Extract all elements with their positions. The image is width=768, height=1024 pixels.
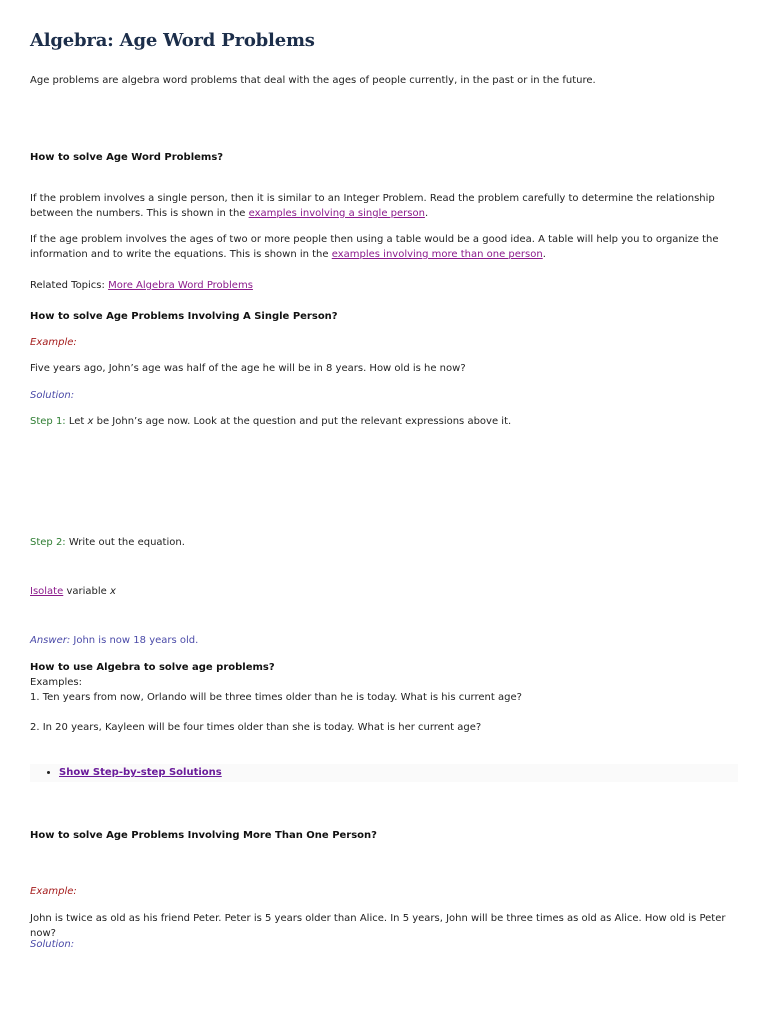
- isolate-line: [30, 584, 738, 599]
- variable: x: [109, 586, 116, 597]
- example-problem-text: Five years ago, John’s age was half of the age he will be in 8 years. How old is he now?: [30, 363, 466, 374]
- how-to-heading: How to solve Age Word Problems?: [30, 152, 224, 163]
- list-item: [59, 764, 738, 782]
- single-person-examples-link[interactable]: examples involving a single person: [248, 208, 425, 219]
- paragraph-end: .: [424, 208, 429, 219]
- step-text: Let: [65, 416, 88, 427]
- isolate-link[interactable]: Isolate: [30, 586, 64, 597]
- more-algebra-word-problems-link[interactable]: More Algebra Word Problems: [108, 280, 253, 291]
- single-person-heading: How to solve Age Problems Involving A Single Person?: [30, 311, 338, 322]
- multi-person-examples-link[interactable]: examples involving more than one person: [331, 249, 543, 260]
- answer-label: Answer:: [30, 635, 71, 646]
- step-1: [30, 414, 738, 429]
- example-2-problem-text: John is twice as old as his friend Peter. Peter is 5 years older than Alice. In 5 years, John will be three times as old as Alice. How old is Peter now?: [30, 913, 726, 939]
- examples-label: Examples:: [30, 677, 82, 688]
- example-label: Example:: [30, 337, 77, 348]
- variable: x: [87, 416, 94, 427]
- related-topics-label: Related Topics:: [30, 280, 109, 291]
- isolate-text: variable: [63, 586, 110, 597]
- example-label: Example:: [30, 886, 77, 897]
- algebra-heading: How to use Algebra to solve age problems?: [30, 662, 275, 673]
- solution-label: Solution:: [30, 939, 75, 950]
- example-2-text: 2. In 20 years, Kayleen will be four times older than she is today. What is her current age?: [30, 722, 482, 733]
- multi-person-paragraph: [30, 232, 738, 262]
- step-2-label: Step 2:: [30, 537, 66, 548]
- step-text: be John’s age now. Look at the question and put the relevant expressions above it.: [93, 416, 512, 427]
- solutions-toggle-row: [30, 764, 738, 782]
- paragraph-text: If the problem involves a single person, then it is similar to an Integer Problem. Read the problem carefully to determine the relationship between the numbers. This is shown in the: [30, 193, 715, 219]
- page-title: Algebra: Age Word Problems: [30, 30, 315, 51]
- paragraph-text: If the age problem involves the ages of two or more people then using a table would be a good idea. A table will help you to organize the information and to write the equations. This is shown in the: [30, 234, 719, 260]
- step-1-label: Step 1:: [30, 416, 66, 427]
- solutions-list: [30, 764, 738, 782]
- intro-text: Age problems are algebra word problems that deal with the ages of people currently, in the past or in the future.: [30, 75, 596, 86]
- solution-label: Solution:: [30, 390, 75, 401]
- example-1-text: 1. Ten years from now, Orlando will be three times older than he is today. What is his current age?: [30, 692, 522, 703]
- show-solutions-button[interactable]: Show Step-by-step Solutions: [59, 767, 222, 778]
- multi-person-heading: How to solve Age Problems Involving More Than One Person?: [30, 830, 377, 841]
- related-topics: [30, 278, 738, 293]
- step-text: Write out the equation.: [65, 537, 185, 548]
- paragraph-end: .: [542, 249, 546, 260]
- answer-text: John is now 18 years old.: [70, 635, 199, 646]
- single-person-paragraph: [30, 191, 738, 221]
- answer-line: [30, 633, 738, 648]
- step-2: [30, 535, 738, 550]
